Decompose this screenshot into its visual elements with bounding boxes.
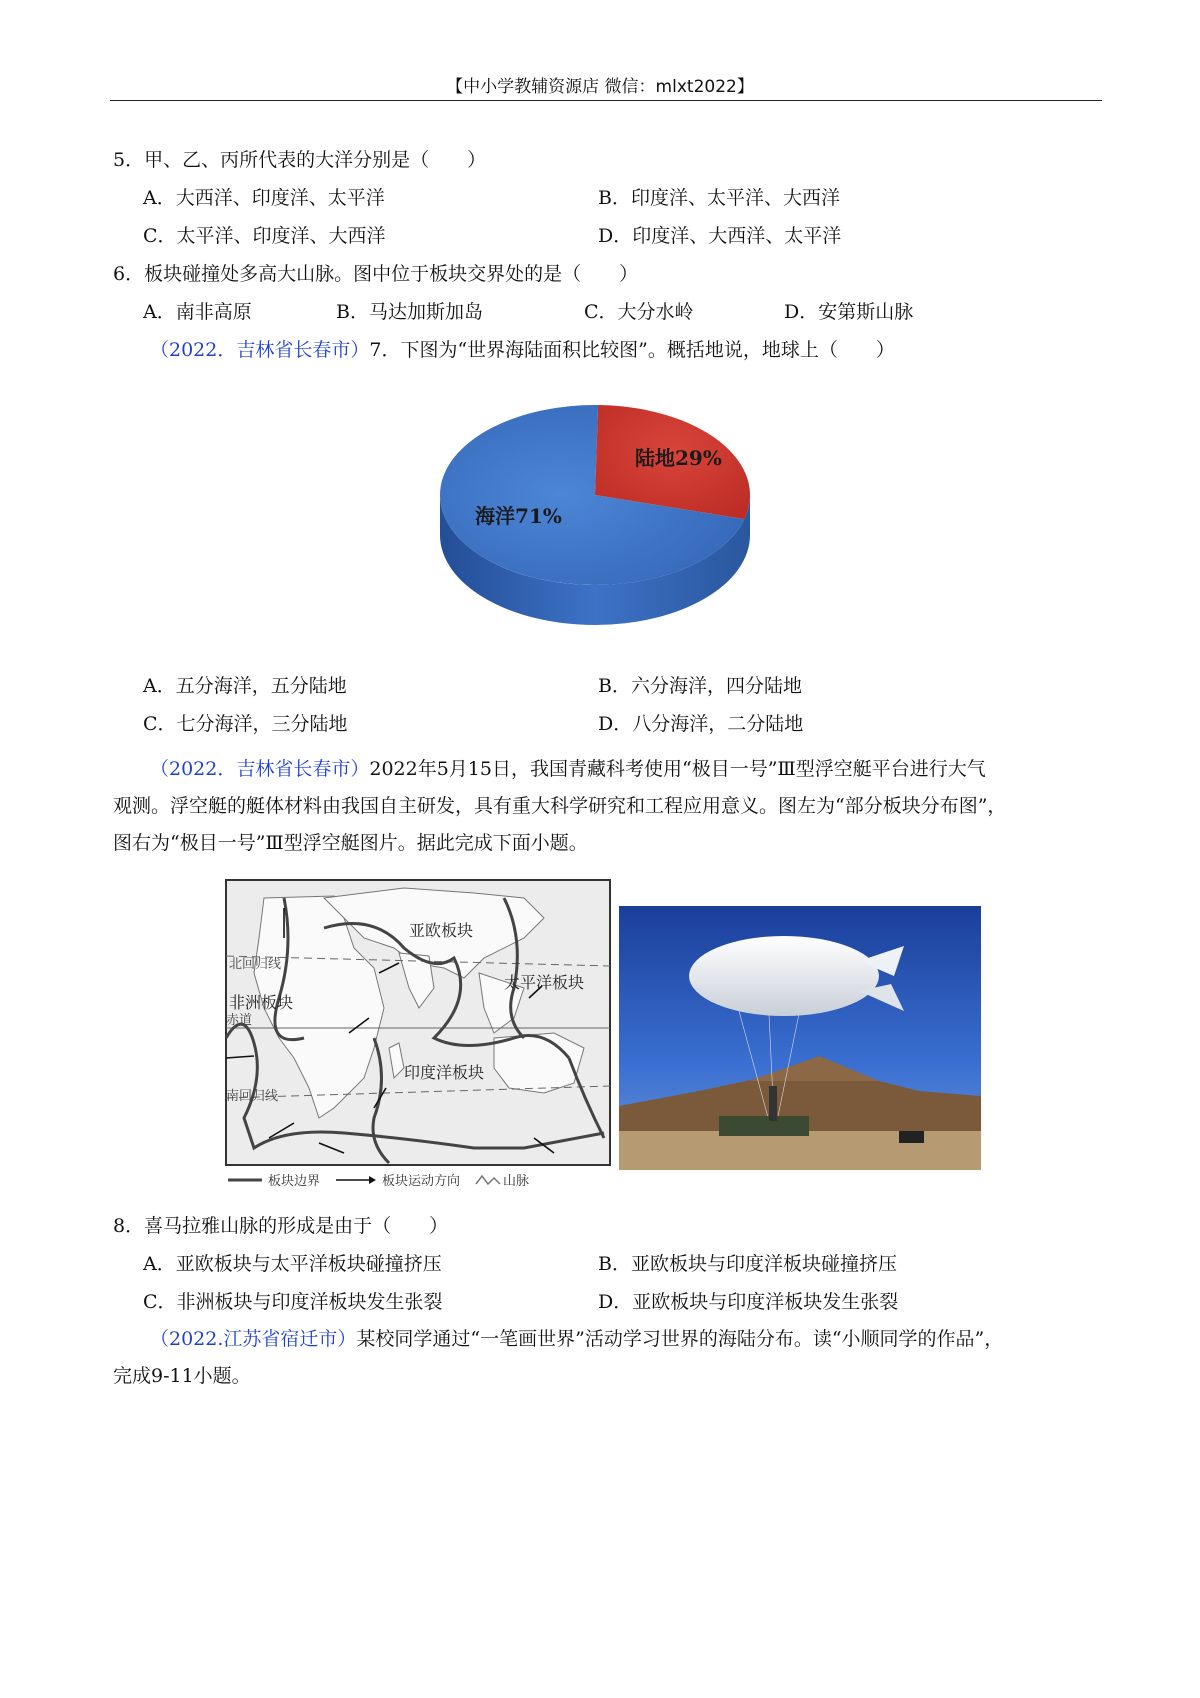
q5-stem: 5．甲、乙、丙所代表的大洋分别是（ ） [113,149,487,171]
q7-source: （2022．吉林省长春市） [150,339,370,361]
q8-option-d: D．亚欧板块与印度洋板块发生张裂 [598,1291,899,1313]
q6-option-d: D．安第斯山脉 [784,301,914,323]
q6-option-b: B．马达加斯加岛 [336,301,483,323]
passage8-source: （2022．吉林省长春市） [150,758,370,780]
legend-motion: 板块运动方向 [382,1174,461,1188]
map-label-pacific: 太平洋板块 [504,973,585,992]
q7-option-b: B．六分海洋，四分陆地 [598,675,802,697]
passage8-text2: 观测。浮空艇的艇体材料由我国自主研发，具有重大科学研究和工程应用意义。图左为“部分板块分布图”， [113,795,1007,817]
airship-photo [619,906,981,1170]
q7-option-a: A．五分海洋，五分陆地 [143,675,347,697]
plate-distribution-map [224,878,616,1188]
pie-label-sea: 海洋71% [475,504,562,528]
q7-stem: 7．下图为“世界海陆面积比较图”。概括地说，地球上（ ） [369,339,895,361]
q8-option-c: C．非洲板块与印度洋板块发生张裂 [143,1291,443,1313]
passage9-text1: 某校同学通过“一笔画世界”活动学习世界的海陆分布。读“小顺同学的作品”， [356,1328,1004,1350]
map-label-tropic-n: 北回归线 [229,957,282,972]
q8-stem: 8．喜马拉雅山脉的形成是由于（ ） [113,1215,449,1237]
legend-boundary: 板块边界 [268,1174,321,1188]
q5-option-c: C．太平洋、印度洋、大西洋 [143,225,386,247]
passage8-text3: 图右为“极目一号”Ⅲ型浮空艇图片。据此完成下面小题。 [113,832,588,854]
q5-option-d: D．印度洋、大西洋、太平洋 [598,225,842,247]
map-label-eurasia: 亚欧板块 [409,921,474,940]
q6-option-a: A．南非高原 [143,301,252,323]
q7-option-d: D．八分海洋，二分陆地 [598,713,804,735]
map-label-africa: 非洲板块 [229,993,294,1012]
passage9-source: （2022.江苏省宿迁市） [150,1328,357,1350]
q5-option-b: B．印度洋、太平洋、大西洋 [598,187,840,209]
pie-label-land: 陆地29% [635,446,722,470]
q8-option-b: B．亚欧板块与印度洋板块碰撞挤压 [598,1253,897,1275]
q7-option-c: C．七分海洋，三分陆地 [143,713,348,735]
q6-option-c: C．大分水岭 [584,301,694,323]
map-label-equator: 赤道 [226,1013,253,1028]
passage9-text2: 完成9-11小题。 [113,1365,251,1387]
passage8-text1: 2022年5月15日，我国青藏科考使用“极目一号”Ⅲ型浮空艇平台进行大气 [369,758,986,780]
legend-mountain: 山脉 [503,1174,530,1188]
map-label-tropic-s: 南回归线 [226,1089,279,1104]
q6-stem: 6．板块碰撞处多高大山脉。图中位于板块交界处的是（ ） [113,263,639,285]
page-header: 【中小学教辅资源店 微信：mlxt2022】 [446,77,754,97]
q8-option-a: A．亚欧板块与太平洋板块碰撞挤压 [143,1253,442,1275]
land-sea-pie-chart [430,395,760,635]
map-label-indian: 印度洋板块 [404,1063,485,1082]
q5-option-a: A．大西洋、印度洋、太平洋 [143,187,385,209]
header-rule [110,100,1102,101]
